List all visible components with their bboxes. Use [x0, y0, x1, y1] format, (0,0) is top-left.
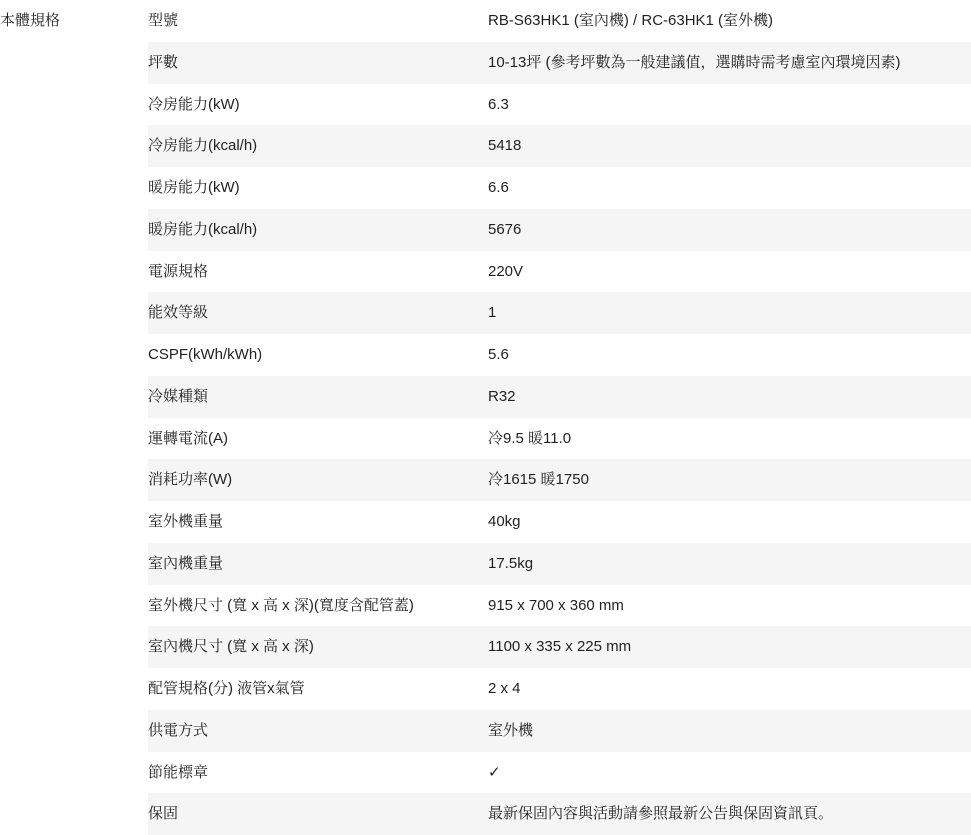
spec-value: 2 x 4: [488, 668, 971, 710]
spec-label: 冷房能力(kW): [148, 84, 488, 126]
spec-value: 6.3: [488, 84, 971, 126]
spec-value: 1: [488, 292, 971, 334]
spec-value: 最新保固內容與活動請參照最新公告與保固資訊頁。: [488, 793, 971, 835]
spec-label: 供電方式: [148, 710, 488, 752]
spec-label: 配管規格(分) 液管x氣管: [148, 668, 488, 710]
spec-value: 10-13坪 (參考坪數為一般建議值，選購時需考慮室內環境因素): [488, 42, 971, 84]
spec-label: 運轉電流(A): [148, 418, 488, 460]
spec-label: 室外機重量: [148, 501, 488, 543]
spec-value: 915 x 700 x 360 mm: [488, 585, 971, 627]
spec-value: 17.5kg: [488, 543, 971, 585]
spec-value: R32: [488, 376, 971, 418]
table-row: [0, 0, 971, 42]
spec-value: 6.6: [488, 167, 971, 209]
spec-label: 能效等級: [148, 292, 488, 334]
spec-label: 消耗功率(W): [148, 459, 488, 501]
spec-label: 暖房能力(kW): [148, 167, 488, 209]
spec-value: 1100 x 335 x 225 mm: [488, 626, 971, 668]
spec-group-label: 本體規格: [0, 0, 148, 835]
spec-label: 保固: [148, 793, 488, 835]
spec-label: 電源規格: [148, 251, 488, 293]
spec-value: 5418: [488, 125, 971, 167]
spec-label: 室內機重量: [148, 543, 488, 585]
spec-value: 5676: [488, 209, 971, 251]
spec-label: 室外機尺寸 (寬 x 高 x 深)(寬度含配管蓋): [148, 585, 488, 627]
spec-value: 40kg: [488, 501, 971, 543]
energy-label-check-icon: ✓: [488, 752, 971, 794]
spec-value: RB-S63HK1 (室內機) / RC-63HK1 (室外機): [488, 0, 971, 42]
spec-value: 室外機: [488, 710, 971, 752]
spec-label: 坪數: [148, 42, 488, 84]
spec-value: 冷1615 暖1750: [488, 459, 971, 501]
spec-label: 節能標章: [148, 752, 488, 794]
spec-value: 5.6: [488, 334, 971, 376]
spec-label: 型號: [148, 0, 488, 42]
spec-label: 冷房能力(kcal/h): [148, 125, 488, 167]
spec-label: 室內機尺寸 (寬 x 高 x 深): [148, 626, 488, 668]
spec-value: 冷9.5 暖11.0: [488, 418, 971, 460]
spec-label: 冷媒種類: [148, 376, 488, 418]
spec-label: CSPF(kWh/kWh): [148, 334, 488, 376]
spec-value: 220V: [488, 251, 971, 293]
spec-label: 暖房能力(kcal/h): [148, 209, 488, 251]
